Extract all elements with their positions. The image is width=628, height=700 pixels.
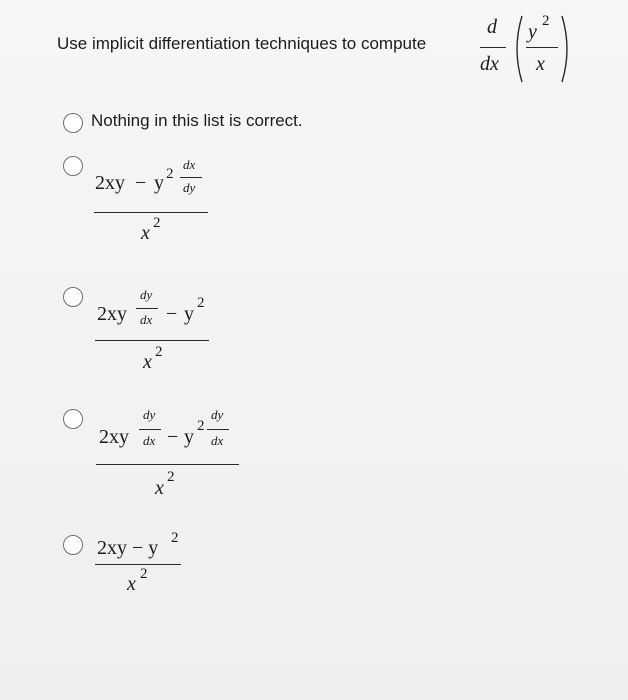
option-2[interactable] — [63, 148, 223, 248]
option-4-den-exp: 2 — [167, 469, 175, 485]
option-2-den-x: x — [141, 222, 150, 244]
option-4-small-num-1: dy — [143, 407, 156, 422]
q-num-exp: 2 — [542, 13, 550, 29]
option-3-radio[interactable] — [63, 287, 83, 307]
option-3-den-x: x — [143, 351, 152, 373]
option-4-minus: − — [167, 426, 179, 448]
option-5-frac-bar — [95, 564, 181, 565]
option-4-den-x: x — [155, 477, 164, 499]
option-2-frac-bar — [94, 212, 208, 213]
option-2-radio[interactable] — [63, 156, 83, 176]
option-4-small-bar-1 — [139, 429, 161, 430]
option-4[interactable] — [63, 400, 253, 500]
option-2-small-bar — [180, 177, 202, 178]
option-5-den-exp: 2 — [140, 566, 148, 582]
option-3-num-exp: 2 — [197, 295, 205, 311]
option-3-small-num: dy — [140, 287, 153, 302]
option-2-small-den: dy — [183, 180, 196, 195]
option-2-num-y: y — [154, 172, 164, 194]
option-2-den-exp: 2 — [153, 215, 161, 231]
option-5-num-exp: 2 — [171, 530, 179, 546]
right-paren-icon — [560, 14, 574, 84]
option-4-num-y: y — [184, 426, 194, 448]
option-1-label: Nothing in this list is correct. — [91, 111, 303, 130]
option-5-radio[interactable] — [63, 535, 83, 555]
option-5-num: 2xy − y — [97, 537, 159, 559]
option-2-small-num: dx — [183, 157, 196, 172]
option-3-den-exp: 2 — [155, 344, 163, 360]
option-2-num-2xy: 2xy — [95, 172, 125, 194]
q-den-x: x — [536, 53, 545, 75]
option-1-radio[interactable] — [63, 113, 83, 133]
option-4-small-bar-2 — [207, 429, 229, 430]
option-4-num-exp: 2 — [197, 418, 205, 434]
option-4-small-num-2: dy — [211, 407, 224, 422]
option-3-num-y: y — [184, 303, 194, 325]
question-text: Use implicit differentiation techniques to compute — [57, 34, 427, 53]
option-4-small-den-1: dx — [143, 433, 156, 448]
question-derivative-expression — [470, 8, 580, 88]
option-3-small-den: dx — [140, 312, 153, 327]
deriv-d: d — [487, 16, 497, 38]
option-3-num-2xy: 2xy — [97, 303, 127, 325]
option-3-minus: − — [166, 303, 178, 325]
option-2-minus: − — [135, 172, 147, 194]
option-5-den-x: x — [127, 573, 136, 595]
option-3[interactable] — [63, 280, 223, 380]
option-4-num-2xy: 2xy — [99, 426, 129, 448]
option-2-num-exp: 2 — [166, 166, 174, 182]
deriv-bar — [480, 47, 506, 48]
deriv-dx: dx — [480, 53, 499, 75]
left-paren-icon — [510, 14, 524, 84]
option-4-frac-bar — [96, 464, 239, 465]
option-3-small-bar — [136, 308, 158, 309]
option-3-frac-bar — [95, 340, 209, 341]
option-4-small-den-2: dx — [211, 433, 224, 448]
q-frac-bar — [526, 47, 558, 48]
option-1[interactable] — [63, 107, 363, 135]
option-4-radio[interactable] — [63, 409, 83, 429]
q-num-y: y — [528, 21, 537, 43]
option-5[interactable] — [63, 530, 223, 610]
